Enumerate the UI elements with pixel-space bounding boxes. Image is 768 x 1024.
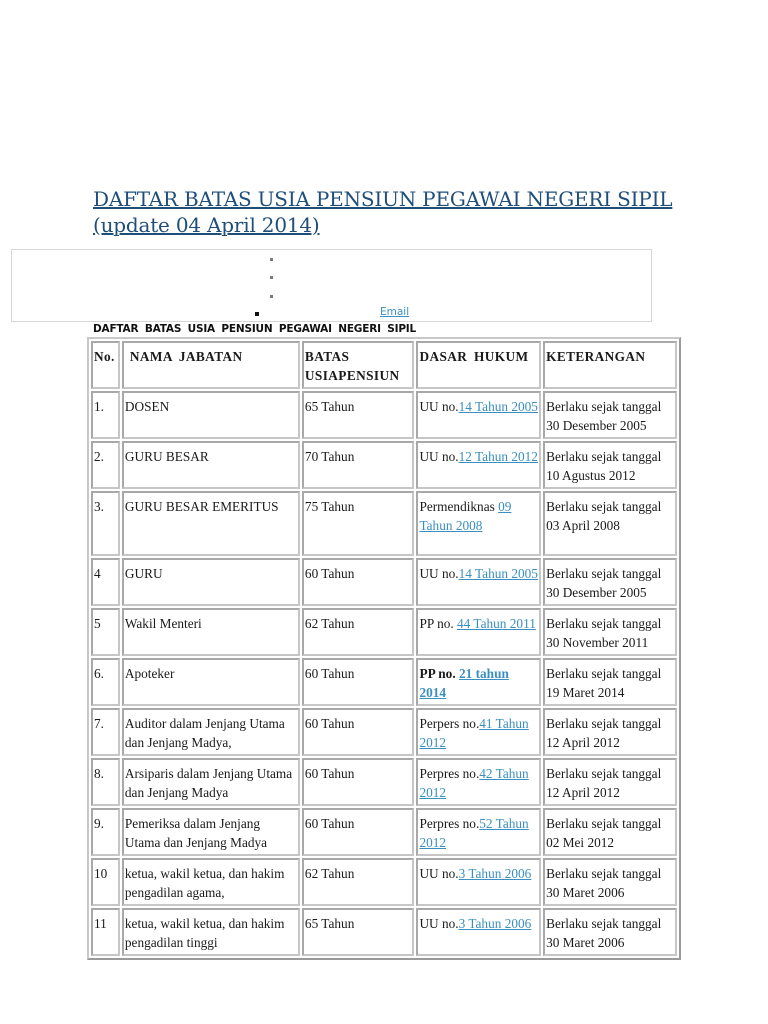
table-row bbox=[91, 391, 677, 439]
cell-jabatan: GURU BESAR EMERITUS bbox=[122, 491, 300, 556]
bullet-icon bbox=[270, 295, 273, 298]
cell-keterangan: Berlaku sejak tanggal 30 November 2011 bbox=[543, 608, 677, 656]
share-box bbox=[11, 249, 652, 322]
page-title[interactable]: DAFTAR BATAS USIA PENSIUN PEGAWAI NEGERI SIPIL (update 04 April 2014) bbox=[93, 187, 673, 237]
cell-dasar-hukum bbox=[416, 558, 541, 606]
cell-no: 3. bbox=[91, 491, 120, 556]
cell-no: 8. bbox=[91, 758, 120, 806]
cell-batas: 70 Tahun bbox=[302, 441, 415, 489]
hukum-prefix: UU no. bbox=[419, 399, 459, 414]
regulation-link[interactable]: 52 Tahun 2012 bbox=[419, 816, 529, 850]
cell-dasar-hukum bbox=[416, 808, 541, 856]
cell-jabatan: ketua, wakil ketua, dan hakim pengadilan tinggi bbox=[122, 908, 300, 956]
cell-dasar-hukum bbox=[416, 858, 541, 906]
cell-batas: 75 Tahun bbox=[302, 491, 415, 556]
hukum-prefix: UU no. bbox=[419, 866, 459, 881]
pension-age-table bbox=[87, 337, 681, 960]
table-row bbox=[91, 908, 677, 956]
regulation-link[interactable]: 21 tahun 2014 bbox=[419, 666, 509, 700]
table-row bbox=[91, 808, 677, 856]
hukum-prefix: PP no. bbox=[419, 666, 459, 681]
regulation-link[interactable]: 14 Tahun 2005 bbox=[458, 399, 538, 414]
cell-batas: 60 Tahun bbox=[302, 758, 415, 806]
hukum-prefix: Perpres no. bbox=[419, 816, 480, 831]
cell-batas: 60 Tahun bbox=[302, 708, 415, 756]
cell-batas: 60 Tahun bbox=[302, 658, 415, 706]
regulation-link[interactable]: 44 Tahun 2011 bbox=[457, 616, 536, 631]
header-dasar-hukum: DASAR HUKUM bbox=[416, 341, 541, 389]
cell-keterangan: Berlaku sejak tanggal 12 April 2012 bbox=[543, 758, 677, 806]
cell-keterangan: Berlaku sejak tanggal 12 April 2012 bbox=[543, 708, 677, 756]
cell-keterangan: Berlaku sejak tanggal 19 Maret 2014 bbox=[543, 658, 677, 706]
cell-jabatan: Auditor dalam Jenjang Utama dan Jenjang Madya, bbox=[122, 708, 300, 756]
cell-keterangan: Berlaku sejak tanggal 30 Maret 2006 bbox=[543, 908, 677, 956]
cell-jabatan: Wakil Menteri bbox=[122, 608, 300, 656]
cell-batas: 65 Tahun bbox=[302, 908, 415, 956]
table-row bbox=[91, 608, 677, 656]
cell-jabatan: Apoteker bbox=[122, 658, 300, 706]
header-batas-line1: BATAS bbox=[304, 349, 350, 364]
table-header-row bbox=[91, 341, 677, 389]
cell-dasar-hukum bbox=[416, 391, 541, 439]
cell-batas: 60 Tahun bbox=[302, 558, 415, 606]
cell-keterangan: Berlaku sejak tanggal 10 Agustus 2012 bbox=[543, 441, 677, 489]
bullet-icon bbox=[255, 312, 259, 316]
regulation-link[interactable]: 12 Tahun 2012 bbox=[458, 449, 538, 464]
table-row bbox=[91, 441, 677, 489]
table-row bbox=[91, 658, 677, 706]
table-row bbox=[91, 708, 677, 756]
cell-no: 6. bbox=[91, 658, 120, 706]
cell-no: 7. bbox=[91, 708, 120, 756]
cell-keterangan: Berlaku sejak tanggal 02 Mei 2012 bbox=[543, 808, 677, 856]
header-nama-jabatan: NAMA JABATAN bbox=[122, 341, 300, 389]
regulation-link[interactable]: 42 Tahun 2012 bbox=[419, 766, 529, 800]
table-row bbox=[91, 858, 677, 906]
regulation-link[interactable]: 3 Tahun 2006 bbox=[458, 916, 532, 931]
cell-dasar-hukum bbox=[416, 441, 541, 489]
regulation-link[interactable]: 14 Tahun 2005 bbox=[458, 566, 538, 581]
cell-no: 2. bbox=[91, 441, 120, 489]
cell-batas: 62 Tahun bbox=[302, 858, 415, 906]
cell-jabatan: DOSEN bbox=[122, 391, 300, 439]
cell-jabatan: Arsiparis dalam Jenjang Utama dan Jenjang Madya bbox=[122, 758, 300, 806]
cell-no: 9. bbox=[91, 808, 120, 856]
regulation-link[interactable]: 3 Tahun 2006 bbox=[458, 866, 532, 881]
hukum-prefix: PP no. bbox=[419, 616, 458, 631]
table-row bbox=[91, 558, 677, 606]
cell-batas: 62 Tahun bbox=[302, 608, 415, 656]
cell-keterangan: Berlaku sejak tanggal 30 Desember 2005 bbox=[543, 558, 677, 606]
bullet-icon bbox=[270, 276, 273, 279]
header-batas-usia bbox=[302, 341, 415, 389]
email-share-link[interactable]: Email bbox=[380, 306, 410, 318]
cell-no: 11 bbox=[91, 908, 120, 956]
cell-jabatan: GURU BESAR bbox=[122, 441, 300, 489]
cell-dasar-hukum bbox=[416, 608, 541, 656]
hukum-prefix: Perpers no. bbox=[419, 716, 480, 731]
cell-dasar-hukum bbox=[416, 658, 541, 706]
hukum-prefix: UU no. bbox=[419, 916, 459, 931]
regulation-link[interactable]: 09 Tahun 2008 bbox=[419, 499, 512, 533]
cell-jabatan: Pemeriksa dalam Jenjang Utama dan Jenjang Madya bbox=[122, 808, 300, 856]
cell-batas: 60 Tahun bbox=[302, 808, 415, 856]
cell-no: 5 bbox=[91, 608, 120, 656]
hukum-prefix: Permendiknas bbox=[419, 499, 499, 514]
header-no: No. bbox=[91, 341, 120, 389]
cell-batas: 65 Tahun bbox=[302, 391, 415, 439]
header-keterangan: KETERANGAN bbox=[543, 341, 677, 389]
table-row bbox=[91, 491, 677, 556]
regulation-link[interactable]: 41 Tahun 2012 bbox=[419, 716, 529, 750]
cell-dasar-hukum bbox=[416, 908, 541, 956]
cell-no: 10 bbox=[91, 858, 120, 906]
cell-dasar-hukum bbox=[416, 708, 541, 756]
header-batas-line2: USIAPENSIUN bbox=[304, 367, 400, 383]
cell-no: 1. bbox=[91, 391, 120, 439]
cell-keterangan: Berlaku sejak tanggal 30 Desember 2005 bbox=[543, 391, 677, 439]
hukum-prefix: UU no. bbox=[419, 566, 459, 581]
table-row bbox=[91, 758, 677, 806]
cell-jabatan: GURU bbox=[122, 558, 300, 606]
cell-keterangan: Berlaku sejak tanggal 30 Maret 2006 bbox=[543, 858, 677, 906]
cell-keterangan: Berlaku sejak tanggal 03 April 2008 bbox=[543, 491, 677, 556]
bullet-icon bbox=[270, 258, 273, 261]
hukum-prefix: UU no. bbox=[419, 449, 459, 464]
cell-jabatan: ketua, wakil ketua, dan hakim pengadilan agama, bbox=[122, 858, 300, 906]
cell-no: 4 bbox=[91, 558, 120, 606]
cell-dasar-hukum bbox=[416, 491, 541, 556]
document-subtitle: DAFTAR BATAS USIA PENSIUN PEGAWAI NEGERI SIPIL bbox=[93, 323, 417, 335]
hukum-prefix: Perpres no. bbox=[419, 766, 480, 781]
cell-dasar-hukum bbox=[416, 758, 541, 806]
